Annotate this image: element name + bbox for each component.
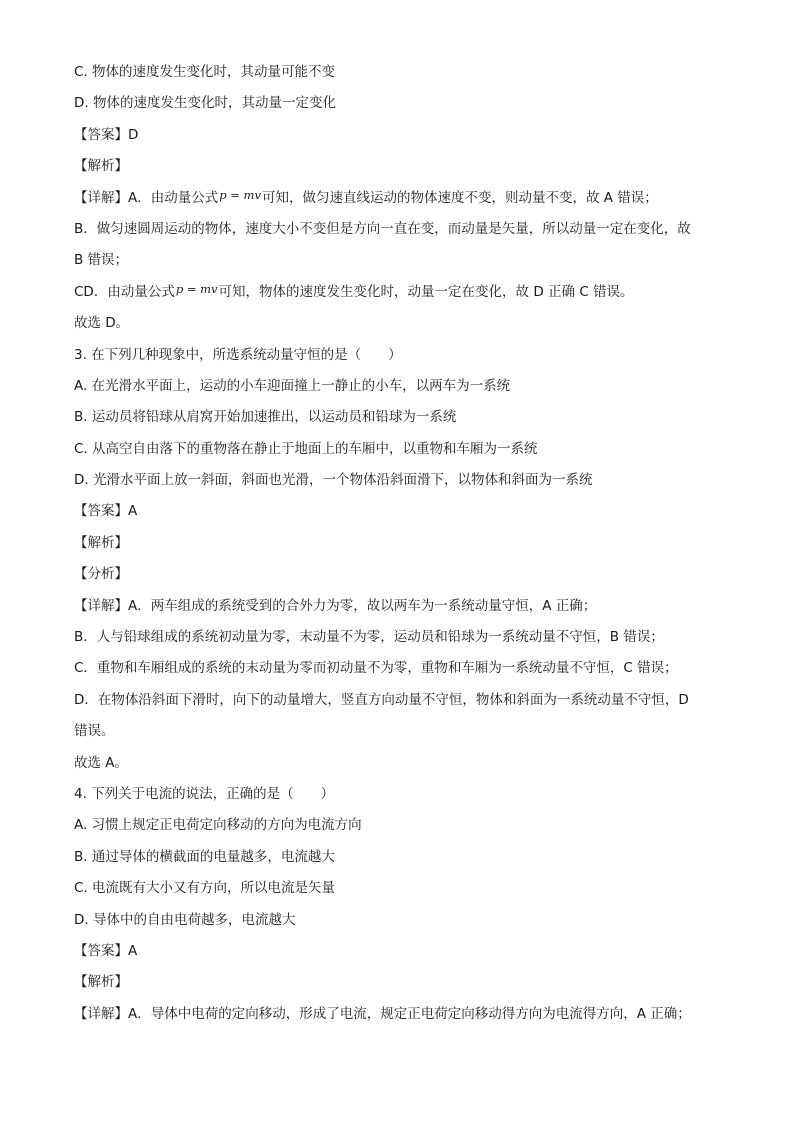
conclusion-q3: 故选 A。 xyxy=(74,754,129,771)
detail-a-q2 xyxy=(74,188,724,208)
option-a-q4: A. 习惯上规定正电荷定向移动的方向为电流方向 xyxy=(74,817,362,834)
option-b-q3: B. 运动员将铅球从肩窝开始加速推出，以运动员和铅球为一系统 xyxy=(74,409,457,426)
detail-cd-q2 xyxy=(74,282,724,302)
option-d-q2: D. 物体的速度发生变化时，其动量一定变化 xyxy=(74,95,336,112)
option-c-q3: C. 从高空自由落下的重物落在静止于地面上的车厢中，以重物和车厢为一系统 xyxy=(74,440,538,457)
analysis-heading-q4: 【解析】 xyxy=(74,974,128,991)
text-segment: CD．由动量公式 xyxy=(74,283,175,300)
momentum-formula: p = mv xyxy=(175,281,218,296)
answer-q4: 【答案】A xyxy=(74,942,138,959)
answer-q3: 【答案】A xyxy=(74,503,138,520)
detail-d-q3-cont: 错误。 xyxy=(74,723,115,740)
text-segment: 可知，物体的速度发生变化时，动量一定在变化，故 D 正确 C 错误。 xyxy=(218,283,634,300)
analysis-heading-q2: 【解析】 xyxy=(74,158,128,175)
analysis-heading-q3: 【解析】 xyxy=(74,534,128,551)
question-3: 3. 在下列几种现象中，所选系统动量守恒的是（ ） xyxy=(74,346,402,363)
answer-q2: 【答案】D xyxy=(74,126,139,143)
conclusion-q2: 故选 D。 xyxy=(74,315,130,332)
detail-d-q3: D．在物体沿斜面下滑时，向下的动量增大，竖直方向动量不守恒，物体和斜面为一系统动量不守恒，D xyxy=(74,691,689,708)
document-page xyxy=(74,62,724,1035)
detail-b-q2-cont: B 错误； xyxy=(74,252,129,269)
option-d-q4: D. 导体中的自由电荷越多，电流越大 xyxy=(74,911,296,928)
text-segment: 【详解】A．由动量公式 xyxy=(74,189,219,206)
option-c-q2: C. 物体的速度发生变化时，其动量可能不变 xyxy=(74,64,336,80)
option-d-q3: D. 光滑水平面上放一斜面，斜面也光滑，一个物体沿斜面滑下，以物体和斜面为一系统 xyxy=(74,472,593,489)
text-segment: 可知，做匀速直线运动的物体速度不变，则动量不变，故 A 错误； xyxy=(261,189,658,206)
question-4: 4. 下列关于电流的说法，正确的是（ ） xyxy=(74,785,335,802)
momentum-formula: p = mv xyxy=(219,187,261,202)
option-a-q3: A. 在光滑水平面上，运动的小车迎面撞上一静止的小车，以两车为一系统 xyxy=(74,377,511,394)
option-b-q4: B. 通过导体的横截面的电量越多，电流越大 xyxy=(74,848,335,865)
analyze-heading-q3: 【分析】 xyxy=(74,566,128,583)
detail-b-q3: B．人与铅球组成的系统初动量为零，末动量不为零，运动员和铅球为一系统动量不守恒，B 错误； xyxy=(74,629,664,646)
detail-a-q3: 【详解】A．两车组成的系统受到的合外力为零，故以两车为一系统动量守恒，A 正确； xyxy=(74,597,597,614)
option-c-q4: C. 电流既有大小又有方向，所以电流是矢量 xyxy=(74,880,336,897)
detail-c-q3: C．重物和车厢组成的系统的末动量为零而初动量不为零，重物和车厢为一系统动量不守恒，C 错误； xyxy=(74,660,678,677)
detail-a-q4: 【详解】A．导体中电荷的定向移动，形成了电流，规定正电荷定向移动得方向为电流得方向，A 正确； xyxy=(74,1005,691,1022)
detail-b-q2: B．做匀速圆周运动的物体，速度大小不变但是方向一直在变，而动量是矢量，所以动量一定在变化，故 xyxy=(74,220,691,237)
